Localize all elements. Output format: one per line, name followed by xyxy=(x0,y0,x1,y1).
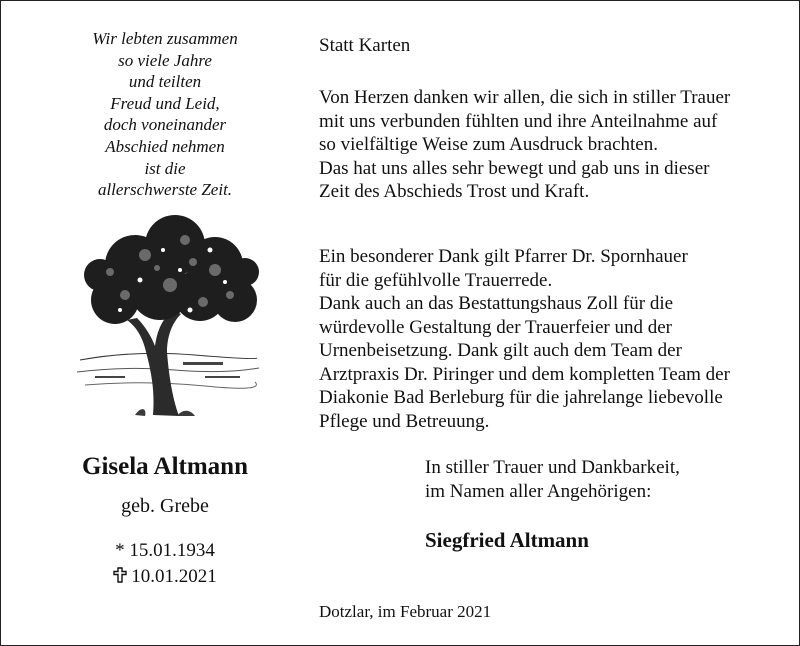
signer-name: Siegfried Altmann xyxy=(425,528,589,552)
birth-date: * 15.01.1934 xyxy=(115,540,215,561)
poem-line: ist die xyxy=(144,158,186,178)
paragraph-line: für die gefühlvolle Trauerrede. xyxy=(319,269,553,291)
maiden-name: geb. Grebe xyxy=(121,495,209,517)
death-date: 10.01.2021 xyxy=(131,566,217,587)
closing-lines xyxy=(425,456,680,503)
poem-line: Abschied nehmen xyxy=(105,136,225,156)
paragraph-line: würdevolle Gestaltung der Trauerfeier und der xyxy=(319,316,672,338)
poem-line: doch voneinander xyxy=(103,115,227,135)
paragraph-line: Dank auch an das Bestattungshaus Zoll für die xyxy=(319,293,674,314)
deceased-name: Gisela Altmann xyxy=(82,453,248,480)
paragraph-line: so vielfältige Weise zum Ausdruck brachten. xyxy=(319,134,658,155)
thanks-paragraph xyxy=(319,86,789,204)
notice-heading: Statt Karten xyxy=(319,35,411,56)
paragraph-line: Urnenbeisetzung. Dank gilt auch dem Team der xyxy=(319,340,682,361)
paragraph-line: mit uns verbunden fühlten und ihre Anteilnahme auf xyxy=(319,110,718,132)
poem-line: Freud und Leid, xyxy=(110,93,220,113)
cross-icon xyxy=(113,567,127,583)
paragraph-line: Zeit des Abschieds Trost und Kraft. xyxy=(319,181,590,202)
paragraph-line: Ein besonderer Dank gilt Pfarrer Dr. Spornhauer xyxy=(319,246,688,267)
paragraph-line: Diakonie Bad Berleburg für die jahrelange liebevolle xyxy=(319,387,723,408)
paragraph-line: Arztpraxis Dr. Piringer und dem kompletten Team der xyxy=(319,363,730,385)
paragraph-line: Pflege und Betreuung. xyxy=(319,410,490,432)
poem-line: und teilten xyxy=(128,72,202,92)
tree-illustration-icon xyxy=(75,210,260,425)
poem-line: Wir lebten zusammen xyxy=(92,29,238,48)
special-thanks-paragraph xyxy=(319,245,789,433)
poem xyxy=(20,28,310,201)
place-date: Dotzlar, im Februar 2021 xyxy=(319,602,492,621)
death-date-row xyxy=(20,564,310,590)
paragraph-line: Das hat uns alles sehr bewegt und gab uns in dieser xyxy=(319,157,710,179)
poem-line: allerschwerste Zeit. xyxy=(97,180,233,200)
closing-line: In stiller Trauer und Dankbarkeit, xyxy=(425,457,680,478)
paragraph-line: Von Herzen danken wir allen, die sich in stiller Trauer xyxy=(319,87,731,108)
poem-line: so viele Jahre xyxy=(118,50,212,70)
closing-line: im Namen aller Angehörigen: xyxy=(425,480,652,502)
life-dates xyxy=(20,538,310,590)
